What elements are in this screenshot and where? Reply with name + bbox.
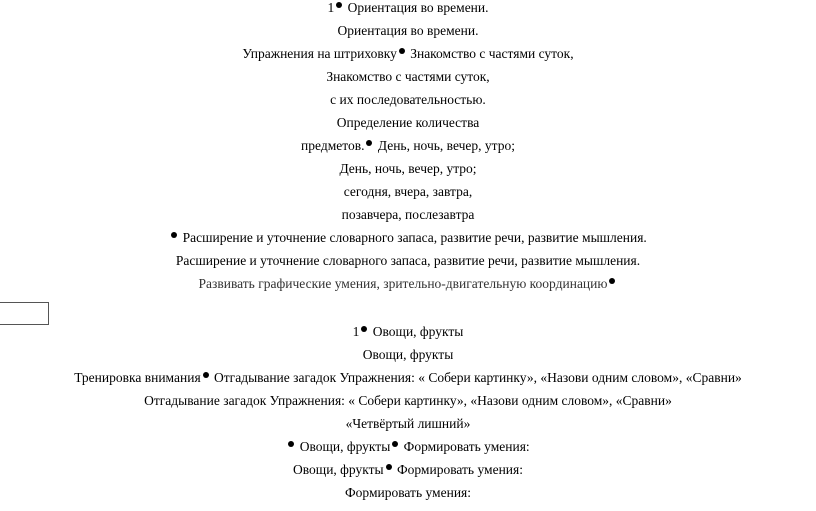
text-line: сегодня, вчера, завтра, xyxy=(343,184,473,199)
text-line: Определение количества xyxy=(336,115,480,130)
text-line: Ориентация во времени. xyxy=(337,23,479,38)
bullet-icon xyxy=(361,326,367,332)
text-line: Овощи, фрукты Формировать умения: xyxy=(293,462,523,477)
text-line: 1 Овощи, фрукты xyxy=(352,324,464,339)
text-line: Развивать графические умения, зрительно-двигательную координацию xyxy=(0,275,816,293)
bullet-icon xyxy=(392,441,398,447)
text-line: Расширение и уточнение словарного запаса, развитие речи, развитие мышления. xyxy=(175,253,641,268)
empty-box xyxy=(0,302,49,325)
bullet-icon xyxy=(386,464,392,470)
text-line: Отгадывание загадок Упражнения: « Собери картинку», «Назови одним словом», «Сравни» xyxy=(144,393,672,408)
text-line: Формировать умения: xyxy=(344,485,471,500)
text-line: Тренировка внимания Отгадывание загадок Упражнения: « Собери картинку», «Назови одним словом», «Сравни» xyxy=(74,370,742,385)
bullet-icon xyxy=(609,278,615,284)
text-line: Овощи, фрукты Формировать умения: xyxy=(0,438,816,456)
bullet-icon xyxy=(336,2,342,8)
text-line: Знакомство с частями суток, xyxy=(326,69,490,84)
text-line: 1 Ориентация во времени. xyxy=(327,0,489,15)
bullet-icon xyxy=(399,48,405,54)
text-line: День, ночь, вечер, утро; xyxy=(339,161,477,176)
bullet-icon xyxy=(366,140,372,146)
text-line: предметов. День, ночь, вечер, утро; xyxy=(301,138,515,153)
text-line: «Четвёртый лишний» xyxy=(345,416,471,431)
text-line: Овощи, фрукты xyxy=(362,347,454,362)
text-line: позавчера, послезавтра xyxy=(341,207,475,222)
bullet-icon xyxy=(171,232,177,238)
bullet-icon xyxy=(203,372,209,378)
bullet-icon xyxy=(288,441,294,447)
text-line: Расширение и уточнение словарного запаса, развитие речи, развитие мышления. xyxy=(0,229,816,247)
text-line: Упражнения на штриховку Знакомство с частями суток, xyxy=(242,46,574,61)
text-line: с их последовательностью. xyxy=(330,92,486,107)
